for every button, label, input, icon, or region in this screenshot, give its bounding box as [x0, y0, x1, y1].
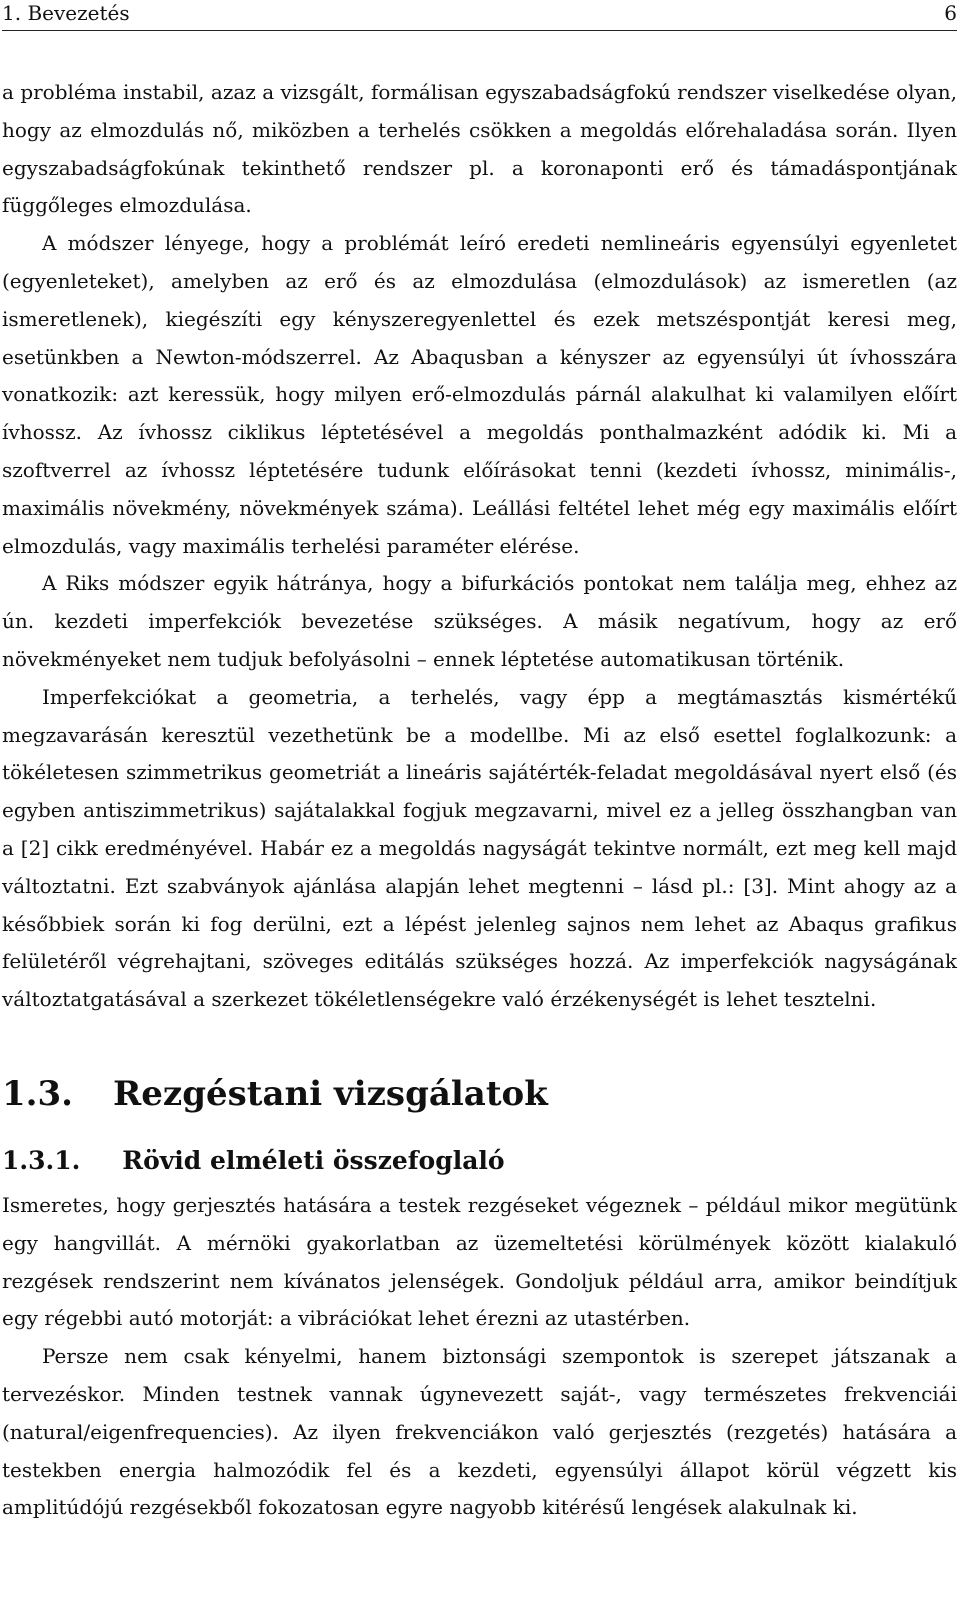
paragraph: a probléma instabil, azaz a vizsgált, formálisan egyszabadságfokú rendszer viselkedése olyan, hogy az elmozdulás nő, miközben a terhelés csökken a megoldás előrehaladása során. Ilyen egyszabadságfokúnak tekinthető rendszer pl. a koronaponti erő és támadáspontjának függőleges elmozdulása.	[2, 80, 957, 218]
section-number: 1.3.	[2, 1073, 73, 1114]
subsection-number: 1.3.1.	[2, 1145, 81, 1175]
chapter-title: 1. Bevezetés	[2, 1, 130, 25]
running-header	[2, 0, 957, 31]
subsection-heading	[2, 1143, 957, 1179]
paragraph: A módszer lényege, hogy a problémát leíró eredeti nemlineáris egyensúlyi egyenletet (egyenleteket), amelyben az erő és az elmozdulása (elmozdulások) az ismeretlen (az ismeretlenek), kiegészíti egy kényszeregyenlettel és ezek metszéspontját keresi meg, esetünkben a Newton-módszerrel. Az Abaqusban a kényszer az egyensúlyi út ívhosszára vonatkozik: azt keressük, hogy milyen erő-elmozdulás párnál alakulhat ki valamilyen előírt ívhossz. Az ívhossz ciklikus léptetésével a megoldás ponthalmazként adódik ki. Mi a szoftverrel az ívhossz léptetésére tudunk előírásokat tenni (kezdeti ívhossz, minimális-, maximális növekmény, növekmények száma). Leállási feltétel lehet még egy maximális előírt elmozdulás, vagy maximális terhelési paraméter elérése.	[2, 231, 957, 558]
section-title: Rezgéstani vizsgálatok	[113, 1073, 548, 1114]
paragraph: Persze nem csak kényelmi, hanem biztonsági szempontok is szerepet játszanak a tervezéskor. Minden testnek vannak úgynevezett saját-, vagy természetes frekvenciái (natural/eigenfrequencies). Az ilyen frekvenciákon való gerjesztés (rezgetés) hatására a testekben energia halmozódik fel és a kezdeti, egyensúlyi állapot körül végzett kis amplitúdójú rezgésekből fokozatosan egyre nagyobb kitérésű lengések alakulnak ki.	[2, 1344, 957, 1520]
paragraph: Ismeretes, hogy gerjesztés hatására a testek rezgéseket végeznek – például mikor megütünk egy hangvillát. A mérnöki gyakorlatban az üzemeltetési körülmények között kialakuló rezgések rendszerint nem kívánatos jelenségek. Gondoljuk például arra, amikor beindítjuk egy régebbi autó motorját: a vibrációkat lehet érezni az utastérben.	[2, 1192, 957, 1331]
subsection-title: Rövid elméleti összefoglaló	[122, 1145, 505, 1175]
body-text	[2, 74, 957, 1527]
paragraph: Imperfekciókat a geometria, a terhelés, vagy épp a megtámasztás kismértékű megzavarásán keresztül vezethetünk be a modellbe. Mi az első esettel foglalkozunk: a tökéletesen szimmetrikus geometriát a lineáris sajátérték-feladat megoldásával nyert első (és egyben antiszimmetrikus) sajátalakkal fogjuk megzavarni, mivel ez a jelleg összhangban van a [2] cikk eredményével. Habár ez a megoldás nagyságát tekintve normált, ezt meg kell majd változtatni. Ezt szabványok ajánlása alapján lehet megtenni – lásd pl.: [3]. Mint ahogy az a későbbiek során ki fog derülni, ezt a lépést jelenleg sajnos nem lehet az Abaqus grafikus felületéről végrehajtani, szöveges editálás szükséges hozzá. Az imperfekciók nagyságának változtatgatásával a szerkezet tökéletlenségekre való érzékenységét is lehet tesztelni.	[2, 684, 957, 1012]
paragraph: A Riks módszer egyik hátránya, hogy a bifurkációs pontokat nem találja meg, ehhez az ún. kezdeti imperfekciók bevezetése szükséges. A másik negatívum, hogy az erő növekményeket nem tudjuk befolyásolni – ennek léptetése automatikusan történik.	[2, 571, 957, 671]
page-number: 6	[944, 1, 957, 25]
section-heading	[2, 1069, 957, 1119]
